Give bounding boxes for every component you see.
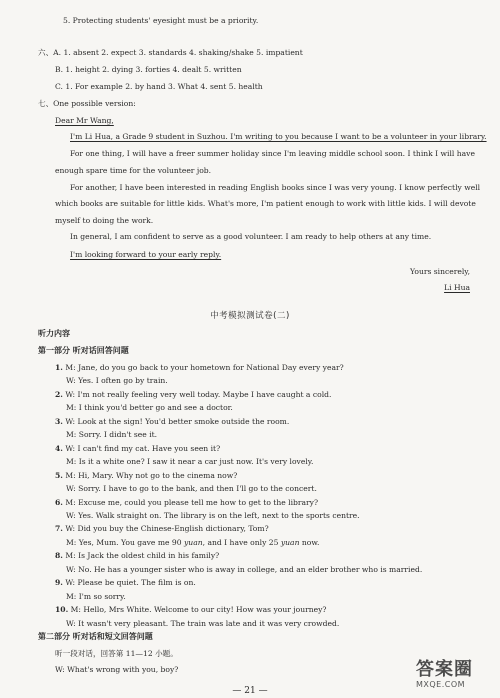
dialogue-number: 6. — [55, 497, 63, 507]
last-dialogue-line: W: What's wrong with you, boy? — [55, 665, 179, 674]
dialogue-number: 1. — [55, 363, 63, 372]
dialogue-line — [55, 605, 326, 615]
dialogue-line — [55, 524, 269, 534]
dialogue-speaker-two: M: I'm so sorry. — [66, 591, 126, 601]
letter-p1: I'm Li Hua, a Grade 9 student in Suzhou. I'm writing to you because I want to be a volunteer in your library. — [70, 132, 487, 141]
dialogue-line — [55, 444, 220, 454]
dialogue-line — [55, 471, 237, 481]
part-two-heading: 第二部分 听对话和短文回答问题 — [38, 632, 153, 641]
dialogue-speaker-two: M: I think you'd better go and see a doctor. — [66, 403, 233, 413]
dialogue-speaker-one: M: Jane, do you go back to your hometown for National Day every year? — [65, 363, 344, 372]
dialogue-number: 7. — [55, 524, 63, 534]
watermark-bottom: MXQE.COM — [416, 680, 466, 689]
dialogue-speaker-two: W: Sorry. I have to go to the bank, and then I'll go to the concert. — [66, 484, 317, 494]
watermark-top: 答案圈 — [416, 659, 473, 680]
letter-signature: Li Hua — [444, 283, 470, 292]
letter-closing: Yours sincerely, — [410, 267, 470, 276]
dialogue-number: 5. — [55, 470, 63, 480]
dialogue-line — [55, 578, 196, 588]
dialogue-speaker-two: M: Sorry. I didn't see it. — [66, 430, 158, 440]
dialogue-speaker-two: M: Yes, Mum. You gave me 90 yuan, and I have only 25 yuan now. — [66, 537, 320, 547]
dialogue-speaker-one: M: Is Jack the oldest child in his family? — [65, 551, 220, 561]
dialogue-speaker-one: W: I'm not really feeling very well today. Maybe I have caught a cold. — [65, 389, 332, 399]
dialogue-speaker-one: M: Excuse me, could you please tell me how to get to the library? — [65, 497, 319, 507]
dialogue-speaker-two: M: Is it a white one? I saw it near a car just now. It's very lovely. — [66, 457, 314, 467]
dialogue-line — [55, 417, 289, 427]
dialogue-speaker-one: M: Hello, Mrs White. Welcome to our city! How was your journey? — [70, 605, 327, 615]
letter-p2b: enough spare time for the volunteer job. — [55, 166, 212, 175]
dialogue-speaker-one: W: I can't find my cat. Have you seen it? — [65, 443, 221, 453]
letter-p2a: For one thing, I will have a freer summer holiday since I'm leaving middle school soon. I think I will have — [70, 149, 475, 158]
letter-p3c: myself to doing the work. — [55, 216, 154, 225]
dialogue-speaker-two: W: It wasn't very pleasant. The train was late and it was very crowded. — [66, 618, 340, 628]
letter-p5: I'm looking forward to your early reply. — [70, 250, 222, 259]
answer-seven: 七、One possible version: — [38, 99, 136, 108]
listening-label: 听力内容 — [38, 329, 70, 338]
dialogue-number: 4. — [55, 443, 63, 453]
dialogue-number: 10. — [55, 605, 69, 615]
dialogue-line — [55, 390, 331, 400]
dialogue-speaker-one: M: Hi, Mary. Why not go to the cinema now? — [65, 470, 238, 480]
dialogue-number: 8. — [55, 551, 63, 561]
letter-salutation: Dear Mr Wang, — [55, 116, 114, 125]
dialogue-number: 9. — [55, 578, 63, 588]
part-one-heading: 第一部分 听对话回答问题 — [38, 346, 129, 355]
dialogue-line — [55, 498, 318, 508]
dialogue-speaker-two: W: Yes. Walk straight on. The library is on the left, next to the sports centre. — [66, 510, 360, 520]
dialogue-line — [55, 551, 219, 561]
dialogue-speaker-two: W: Yes. I often go by train. — [66, 376, 168, 386]
dialogue-speaker-one: W: Please be quiet. The film is on. — [65, 578, 196, 588]
page-number: — 21 — — [232, 686, 268, 696]
exam-title: 中考模拟测试卷(二) — [210, 311, 290, 321]
answer-six-b: B. 1. height 2. dying 3. forties 4. dealt 5. written — [55, 65, 242, 74]
watermark-logo — [416, 660, 494, 694]
instruction-line: 听一段对话，回答第 11—12 小题。 — [55, 649, 178, 658]
dialogue-line — [55, 363, 344, 373]
letter-p4: In general, I am confident to serve as a good volunteer. I am ready to help others at any time. — [70, 232, 432, 241]
answer-item-5: 5. Protecting students' eyesight must be a priority. — [63, 16, 259, 25]
dialogue-number: 3. — [55, 416, 63, 426]
letter-p3b: which books are suitable for little kids. What's more, I'm patient enough to work with little kids. I will devote — [55, 199, 476, 208]
dialogue-speaker-one: W: Look at the sign! You'd better smoke outside the room. — [65, 416, 290, 426]
answer-six-a: 六、A. 1. absent 2. expect 3. standards 4. shaking/shake 5. impatient — [38, 48, 303, 57]
dialogue-number: 2. — [55, 389, 63, 399]
answer-six-c: C. 1. For example 2. by hand 3. What 4. sent 5. health — [55, 82, 263, 91]
letter-p3a: For another, I have been interested in reading English books since I was very young. I know perfectly well — [70, 183, 481, 192]
dialogue-speaker-two: W: No. He has a younger sister who is away in college, and an elder brother who is married. — [66, 564, 423, 574]
dialogue-speaker-one: W: Did you buy the Chinese-English dictionary, Tom? — [65, 524, 269, 534]
